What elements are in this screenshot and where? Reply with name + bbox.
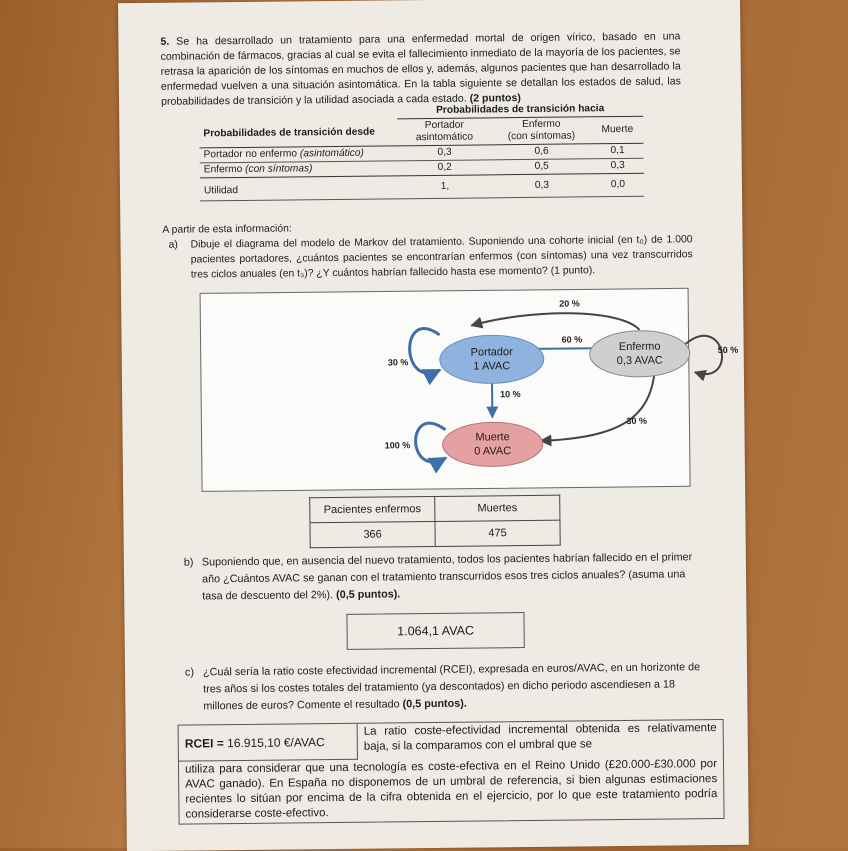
- exam-paper: [118, 0, 749, 851]
- row3-value-portador: 1,: [398, 175, 492, 199]
- answer-b-box: 1.064,1 AVAC: [346, 612, 524, 650]
- node-portador-value: 1 AVAC: [473, 360, 510, 372]
- node-muerte-value: 0 AVAC: [474, 445, 511, 457]
- question-text: Se ha desarrollado un tratamiento para una enfermedad mortal de origen vírico, basado en una combinación de fármacos, gracias al cual se evita el fallecimiento inmediato de la mayoría de los pacientes, se retrasa la aparición de los síntomas en muchos de ellos y, además, algunos pacientes que han desarrollado la enfermedad vuelven a una situación asintomática. En la tabla siguiente se detallan los estados de salud, las probabilidades de transición y la utilidad asociada a cada estado.: [161, 30, 681, 107]
- label-loop-muerte: 100 %: [385, 440, 411, 450]
- question-a: [182, 232, 692, 282]
- label-loop-enfermo: 50 %: [718, 345, 739, 355]
- group-header: Probabilidades de transición hacia: [397, 102, 643, 119]
- answer-a-table: [309, 495, 561, 549]
- answer-c-first-row: [179, 720, 723, 762]
- rcei-comment-rest: utiliza para considerar que una tecnología es coste-efectiva en el Reino Unido (£20.000-£30.000 por AVAC ganado). En España no disponemos de un umbral de referencia, si bien algunas estimaciones recientes lo sitúan por encima de la cifra obtenida en el ejercicio, por lo que este tratamiento podría considerarse coste-efectivo.: [179, 756, 724, 824]
- row2-value-enfermo: 0,5: [492, 159, 592, 175]
- intro-text: A partir de esta información:: [162, 218, 692, 238]
- label-enfermo-portador: 20 %: [559, 298, 580, 308]
- node-enfermo-value: 0,3 AVAC: [617, 355, 663, 367]
- question-b-letter: b): [184, 554, 194, 571]
- rcei-label: RCEI =: [185, 736, 224, 750]
- col-header-muerte: Muerte: [591, 116, 643, 144]
- question-number: 5.: [160, 36, 169, 48]
- col-enfermo-line2: (con síntomas): [495, 130, 587, 143]
- question-b: [184, 549, 705, 605]
- row1-value-enfermo: 0,6: [492, 144, 592, 160]
- label-loop-portador: 30 %: [388, 357, 409, 367]
- question-5: [160, 29, 681, 109]
- row2-label-italic: (con síntomas): [245, 163, 312, 175]
- node-muerte-name: Muerte: [475, 431, 509, 443]
- row3-value-muerte: 0,0: [592, 173, 644, 197]
- label-portador-enfermo: 60 %: [562, 334, 583, 344]
- question-c-text: ¿Cuál sería la ratio coste efectividad incremental (RCEI), expresada en euros/AVAC, en un horizonte de tres años si los costes totales del tratamiento (ya descontados) en dicho periodo ascendiesen a 18 millones de euros? Comente el resultado: [203, 661, 700, 712]
- question-a-letter: a): [168, 238, 177, 253]
- label-enfermo-muerte: 30 %: [626, 416, 647, 426]
- node-muerte: [442, 422, 542, 467]
- question-b-body: [184, 549, 705, 605]
- row2-value-muerte: 0,3: [592, 158, 644, 174]
- node-portador-name: Portador: [471, 346, 514, 358]
- answer-c-box: [178, 719, 725, 825]
- question-b-points: (0,5 puntos).: [336, 588, 400, 601]
- question-points: (2 puntos): [470, 92, 521, 105]
- rcei-result: [179, 724, 358, 762]
- col-enfermo-line1: Enfermo: [495, 118, 587, 131]
- label-portador-muerte: 10 %: [500, 389, 521, 399]
- row2-value-portador: 0,2: [398, 160, 492, 176]
- answer-a-header-enfermos: Pacientes enfermos: [310, 496, 435, 522]
- rcei-value: 16.915,10 €/AVAC: [227, 735, 325, 750]
- rcei-comment-first: La ratio coste-efectividad incremental obtenida es relativamente baja, si la comparamos con el umbral que se: [358, 720, 723, 760]
- row1-label-italic: (asintomático): [300, 148, 364, 160]
- question-c-letter: c): [185, 664, 194, 681]
- row-header: Probabilidades de transición desde: [199, 119, 397, 148]
- col-portador-line2: asintomático: [401, 131, 487, 144]
- col-portador-line1: Portador: [401, 119, 487, 132]
- row3-label: Utilidad: [200, 176, 398, 201]
- transition-table: [199, 102, 644, 202]
- answer-a-value-muertes: 475: [435, 520, 560, 546]
- row1-value-muerte: 0,1: [592, 143, 644, 159]
- row1-label-text: Portador no enfermo: [204, 148, 298, 160]
- question-a-text: Dibuje el diagrama del modelo de Markov del tratamiento. Suponiendo una cohorte inicial (en t₀) de 1.000 pacientes portadores, ¿cuántos pacientes se encontrarían enfermos (con síntomas) una vez transcurridos tres ciclos anuales (en t₃)? ¿Y cuántos habrían fallecido hasta ese momento? (1 punto).: [182, 232, 692, 282]
- question-c-points: (0,5 puntos).: [403, 698, 467, 711]
- answer-a-header-muertes: Muertes: [435, 495, 560, 521]
- markov-diagram: [199, 287, 691, 492]
- col-header-enfermo: [491, 117, 591, 145]
- col-header-portador: [397, 118, 491, 146]
- row3-value-enfermo: 0,3: [492, 174, 592, 198]
- row2-label-text: Enfermo: [204, 164, 243, 175]
- question-c: [185, 659, 706, 715]
- row1-value-portador: 0,3: [398, 145, 492, 161]
- question-b-text: Suponiendo que, en ausencia del nuevo tratamiento, todos los pacientes habrían fallecido en el primer año ¿Cuántos AVAC se ganan con el tratamiento transcurridos esos tres ciclos anuales? (asuma una tasa de descuento del 2%).: [202, 551, 692, 602]
- answer-a-value-enfermos: 366: [310, 521, 435, 547]
- question-c-body: [185, 659, 706, 715]
- node-enfermo-name: Enfermo: [619, 341, 661, 353]
